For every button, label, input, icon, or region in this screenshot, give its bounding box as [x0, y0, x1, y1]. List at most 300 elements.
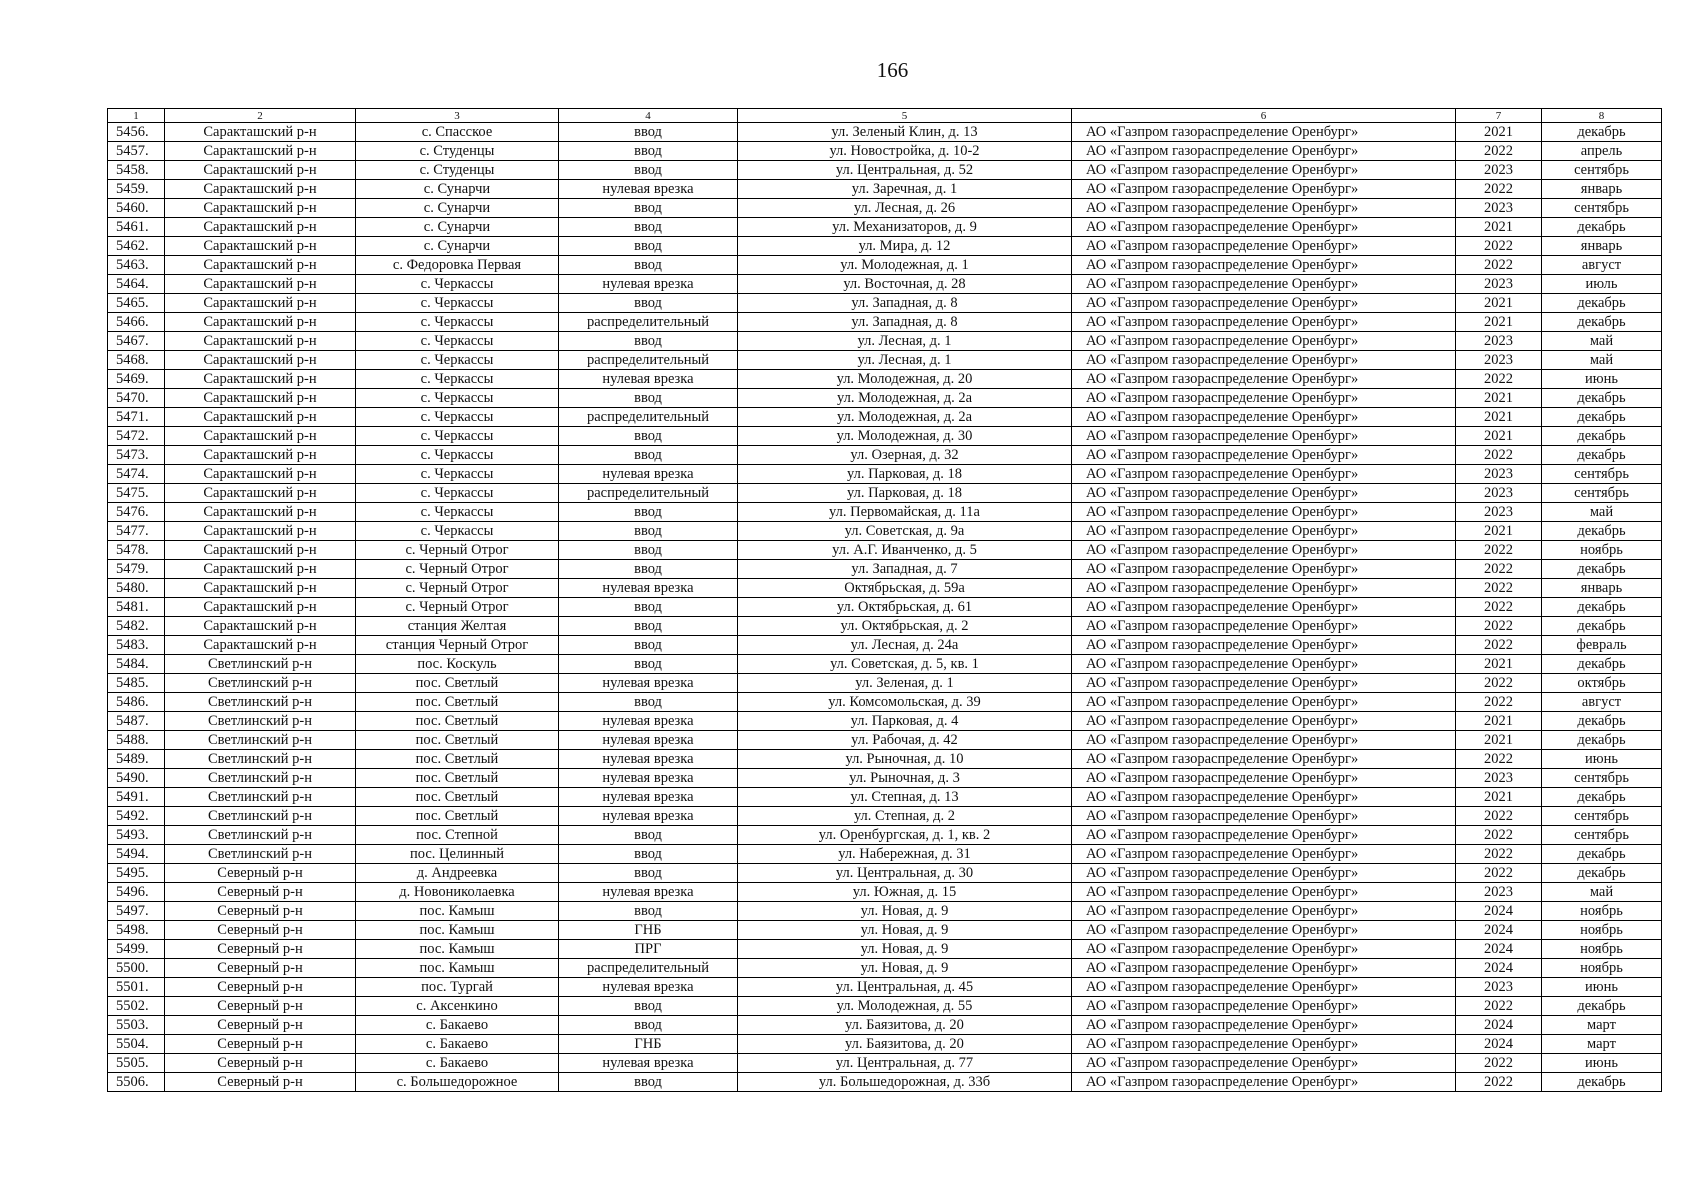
object-type-cell: нулевая врезка: [559, 769, 738, 788]
row-number-cell: 5501.: [108, 978, 165, 997]
address-cell: ул. Молодежная, д. 2а: [738, 389, 1072, 408]
object-type-cell: нулевая врезка: [559, 465, 738, 484]
year-cell: 2022: [1456, 826, 1542, 845]
operator-cell: АО «Газпром газораспределение Оренбург»: [1072, 788, 1456, 807]
object-type-cell: распределительный: [559, 959, 738, 978]
address-cell: Октябрьская, д. 59а: [738, 579, 1072, 598]
address-cell: ул. Западная, д. 8: [738, 313, 1072, 332]
address-cell: ул. Центральная, д. 45: [738, 978, 1072, 997]
operator-cell: АО «Газпром газораспределение Оренбург»: [1072, 750, 1456, 769]
settlement-cell: с. Бакаево: [356, 1054, 559, 1073]
year-cell: 2023: [1456, 503, 1542, 522]
month-cell: декабрь: [1542, 313, 1662, 332]
table-row: [108, 598, 1662, 617]
operator-cell: АО «Газпром газораспределение Оренбург»: [1072, 313, 1456, 332]
district-cell: Саракташский р-н: [165, 313, 356, 332]
table-row: [108, 902, 1662, 921]
year-cell: 2022: [1456, 1073, 1542, 1092]
operator-cell: АО «Газпром газораспределение Оренбург»: [1072, 693, 1456, 712]
row-number-cell: 5482.: [108, 617, 165, 636]
operator-cell: АО «Газпром газораспределение Оренбург»: [1072, 1054, 1456, 1073]
row-number-cell: 5477.: [108, 522, 165, 541]
settlement-cell: пос. Светлый: [356, 788, 559, 807]
table-row: [108, 256, 1662, 275]
operator-cell: АО «Газпром газораспределение Оренбург»: [1072, 921, 1456, 940]
month-cell: сентябрь: [1542, 199, 1662, 218]
settlement-cell: с. Бакаево: [356, 1035, 559, 1054]
address-cell: ул. Рыночная, д. 3: [738, 769, 1072, 788]
object-type-cell: ввод: [559, 655, 738, 674]
row-number-cell: 5480.: [108, 579, 165, 598]
operator-cell: АО «Газпром газораспределение Оренбург»: [1072, 636, 1456, 655]
year-cell: 2022: [1456, 636, 1542, 655]
object-type-cell: распределительный: [559, 484, 738, 503]
district-cell: Саракташский р-н: [165, 484, 356, 503]
operator-cell: АО «Газпром газораспределение Оренбург»: [1072, 617, 1456, 636]
table-row: [108, 199, 1662, 218]
year-cell: 2023: [1456, 978, 1542, 997]
object-type-cell: распределительный: [559, 313, 738, 332]
table-row: [108, 693, 1662, 712]
settlement-cell: с. Черкассы: [356, 294, 559, 313]
settlement-cell: с. Черкассы: [356, 389, 559, 408]
object-type-cell: ввод: [559, 237, 738, 256]
district-cell: Северный р-н: [165, 959, 356, 978]
district-cell: Саракташский р-н: [165, 541, 356, 560]
object-type-cell: ввод: [559, 1073, 738, 1092]
table-row: [108, 712, 1662, 731]
district-cell: Саракташский р-н: [165, 503, 356, 522]
address-cell: ул. Советская, д. 9а: [738, 522, 1072, 541]
row-number-cell: 5462.: [108, 237, 165, 256]
address-cell: ул. Первомайская, д. 11а: [738, 503, 1072, 522]
object-type-cell: ввод: [559, 636, 738, 655]
table-row: [108, 123, 1662, 142]
object-type-cell: ввод: [559, 142, 738, 161]
object-type-cell: ввод: [559, 1016, 738, 1035]
table-row: [108, 484, 1662, 503]
column-number: 3: [356, 109, 559, 123]
month-cell: июнь: [1542, 370, 1662, 389]
operator-cell: АО «Газпром газораспределение Оренбург»: [1072, 959, 1456, 978]
row-number-cell: 5483.: [108, 636, 165, 655]
year-cell: 2022: [1456, 446, 1542, 465]
year-cell: 2022: [1456, 807, 1542, 826]
row-number-cell: 5474.: [108, 465, 165, 484]
row-number-cell: 5506.: [108, 1073, 165, 1092]
settlement-cell: с. Студенцы: [356, 142, 559, 161]
month-cell: май: [1542, 332, 1662, 351]
column-number: 8: [1542, 109, 1662, 123]
address-cell: ул. Зеленая, д. 1: [738, 674, 1072, 693]
month-cell: июль: [1542, 275, 1662, 294]
year-cell: 2022: [1456, 579, 1542, 598]
operator-cell: АО «Газпром газораспределение Оренбург»: [1072, 655, 1456, 674]
district-cell: Светлинский р-н: [165, 674, 356, 693]
row-number-cell: 5488.: [108, 731, 165, 750]
operator-cell: АО «Газпром газораспределение Оренбург»: [1072, 294, 1456, 313]
settlement-cell: с. Черкассы: [356, 313, 559, 332]
object-type-cell: ввод: [559, 161, 738, 180]
settlement-cell: с. Черкассы: [356, 484, 559, 503]
row-number-cell: 5497.: [108, 902, 165, 921]
table-row: [108, 503, 1662, 522]
month-cell: декабрь: [1542, 408, 1662, 427]
month-cell: апрель: [1542, 142, 1662, 161]
month-cell: декабрь: [1542, 218, 1662, 237]
object-type-cell: нулевая врезка: [559, 674, 738, 693]
address-cell: ул. Новая, д. 9: [738, 921, 1072, 940]
year-cell: 2022: [1456, 750, 1542, 769]
row-number-cell: 5502.: [108, 997, 165, 1016]
operator-cell: АО «Газпром газораспределение Оренбург»: [1072, 123, 1456, 142]
gas-connection-table: [107, 108, 1662, 1092]
settlement-cell: пос. Тургай: [356, 978, 559, 997]
row-number-cell: 5481.: [108, 598, 165, 617]
district-cell: Светлинский р-н: [165, 807, 356, 826]
settlement-cell: пос. Степной: [356, 826, 559, 845]
row-number-cell: 5458.: [108, 161, 165, 180]
month-cell: сентябрь: [1542, 161, 1662, 180]
year-cell: 2023: [1456, 484, 1542, 503]
address-cell: ул. Баязитова, д. 20: [738, 1035, 1072, 1054]
year-cell: 2023: [1456, 199, 1542, 218]
column-number: 2: [165, 109, 356, 123]
object-type-cell: ГНБ: [559, 1035, 738, 1054]
settlement-cell: пос. Камыш: [356, 902, 559, 921]
object-type-cell: ПРГ: [559, 940, 738, 959]
month-cell: ноябрь: [1542, 541, 1662, 560]
operator-cell: АО «Газпром газораспределение Оренбург»: [1072, 997, 1456, 1016]
month-cell: март: [1542, 1035, 1662, 1054]
row-number-cell: 5504.: [108, 1035, 165, 1054]
row-number-cell: 5464.: [108, 275, 165, 294]
district-cell: Саракташский р-н: [165, 142, 356, 161]
year-cell: 2024: [1456, 1035, 1542, 1054]
address-cell: ул. Западная, д. 8: [738, 294, 1072, 313]
row-number-cell: 5468.: [108, 351, 165, 370]
month-cell: октябрь: [1542, 674, 1662, 693]
address-cell: ул. Центральная, д. 52: [738, 161, 1072, 180]
table-row: [108, 579, 1662, 598]
district-cell: Светлинский р-н: [165, 712, 356, 731]
month-cell: июнь: [1542, 750, 1662, 769]
object-type-cell: ГНБ: [559, 921, 738, 940]
row-number-cell: 5478.: [108, 541, 165, 560]
month-cell: сентябрь: [1542, 465, 1662, 484]
address-cell: ул. Степная, д. 13: [738, 788, 1072, 807]
district-cell: Саракташский р-н: [165, 237, 356, 256]
settlement-cell: с. Сунарчи: [356, 218, 559, 237]
object-type-cell: ввод: [559, 864, 738, 883]
column-number: 7: [1456, 109, 1542, 123]
object-type-cell: нулевая врезка: [559, 883, 738, 902]
district-cell: Саракташский р-н: [165, 256, 356, 275]
operator-cell: АО «Газпром газораспределение Оренбург»: [1072, 807, 1456, 826]
district-cell: Светлинский р-н: [165, 731, 356, 750]
row-number-cell: 5459.: [108, 180, 165, 199]
settlement-cell: пос. Камыш: [356, 940, 559, 959]
table-row: [108, 465, 1662, 484]
address-cell: ул. Центральная, д. 30: [738, 864, 1072, 883]
month-cell: декабрь: [1542, 446, 1662, 465]
month-cell: август: [1542, 693, 1662, 712]
row-number-cell: 5467.: [108, 332, 165, 351]
table-row: [108, 237, 1662, 256]
month-cell: декабрь: [1542, 655, 1662, 674]
row-number-cell: 5460.: [108, 199, 165, 218]
row-number-cell: 5495.: [108, 864, 165, 883]
table-row: [108, 997, 1662, 1016]
district-cell: Саракташский р-н: [165, 598, 356, 617]
year-cell: 2022: [1456, 142, 1542, 161]
district-cell: Светлинский р-н: [165, 750, 356, 769]
district-cell: Саракташский р-н: [165, 332, 356, 351]
settlement-cell: с. Черкассы: [356, 332, 559, 351]
row-number-cell: 5490.: [108, 769, 165, 788]
address-cell: ул. Молодежная, д. 1: [738, 256, 1072, 275]
settlement-cell: с. Черкассы: [356, 427, 559, 446]
table-body: [108, 123, 1662, 1092]
table-row: [108, 921, 1662, 940]
operator-cell: АО «Газпром газораспределение Оренбург»: [1072, 560, 1456, 579]
settlement-cell: пос. Светлый: [356, 731, 559, 750]
object-type-cell: нулевая врезка: [559, 180, 738, 199]
object-type-cell: ввод: [559, 902, 738, 921]
row-number-cell: 5472.: [108, 427, 165, 446]
year-cell: 2022: [1456, 617, 1542, 636]
month-cell: май: [1542, 351, 1662, 370]
row-number-cell: 5466.: [108, 313, 165, 332]
row-number-cell: 5500.: [108, 959, 165, 978]
operator-cell: АО «Газпром газораспределение Оренбург»: [1072, 826, 1456, 845]
operator-cell: АО «Газпром газораспределение Оренбург»: [1072, 218, 1456, 237]
operator-cell: АО «Газпром газораспределение Оренбург»: [1072, 484, 1456, 503]
address-cell: ул. Октябрьская, д. 61: [738, 598, 1072, 617]
row-number-cell: 5491.: [108, 788, 165, 807]
operator-cell: АО «Газпром газораспределение Оренбург»: [1072, 408, 1456, 427]
month-cell: ноябрь: [1542, 959, 1662, 978]
object-type-cell: ввод: [559, 427, 738, 446]
settlement-cell: с. Большедорожное: [356, 1073, 559, 1092]
object-type-cell: нулевая врезка: [559, 712, 738, 731]
operator-cell: АО «Газпром газораспределение Оренбург»: [1072, 598, 1456, 617]
address-cell: ул. Лесная, д. 1: [738, 351, 1072, 370]
address-cell: ул. Молодежная, д. 55: [738, 997, 1072, 1016]
settlement-cell: пос. Коскуль: [356, 655, 559, 674]
month-cell: декабрь: [1542, 560, 1662, 579]
district-cell: Саракташский р-н: [165, 294, 356, 313]
settlement-cell: с. Студенцы: [356, 161, 559, 180]
object-type-cell: нулевая врезка: [559, 807, 738, 826]
year-cell: 2022: [1456, 180, 1542, 199]
district-cell: Светлинский р-н: [165, 693, 356, 712]
object-type-cell: нулевая врезка: [559, 275, 738, 294]
row-number-cell: 5484.: [108, 655, 165, 674]
district-cell: Саракташский р-н: [165, 408, 356, 427]
settlement-cell: пос. Светлый: [356, 674, 559, 693]
month-cell: август: [1542, 256, 1662, 275]
settlement-cell: пос. Целинный: [356, 845, 559, 864]
table-row: [108, 275, 1662, 294]
table-row: [108, 959, 1662, 978]
address-cell: ул. Парковая, д. 18: [738, 484, 1072, 503]
operator-cell: АО «Газпром газораспределение Оренбург»: [1072, 883, 1456, 902]
table-row: [108, 750, 1662, 769]
month-cell: июнь: [1542, 978, 1662, 997]
district-cell: Северный р-н: [165, 902, 356, 921]
district-cell: Северный р-н: [165, 1054, 356, 1073]
year-cell: 2023: [1456, 465, 1542, 484]
row-number-cell: 5496.: [108, 883, 165, 902]
object-type-cell: нулевая врезка: [559, 370, 738, 389]
district-cell: Саракташский р-н: [165, 351, 356, 370]
district-cell: Саракташский р-н: [165, 161, 356, 180]
address-cell: ул. А.Г. Иванченко, д. 5: [738, 541, 1072, 560]
district-cell: Северный р-н: [165, 1073, 356, 1092]
object-type-cell: ввод: [559, 389, 738, 408]
address-cell: ул. Рабочая, д. 42: [738, 731, 1072, 750]
settlement-cell: с. Спасское: [356, 123, 559, 142]
table-row: [108, 351, 1662, 370]
table-row: [108, 769, 1662, 788]
month-cell: январь: [1542, 180, 1662, 199]
address-cell: ул. Заречная, д. 1: [738, 180, 1072, 199]
operator-cell: АО «Газпром газораспределение Оренбург»: [1072, 712, 1456, 731]
table-row: [108, 161, 1662, 180]
row-number-cell: 5457.: [108, 142, 165, 161]
object-type-cell: ввод: [559, 218, 738, 237]
table-row: [108, 427, 1662, 446]
month-cell: декабрь: [1542, 845, 1662, 864]
district-cell: Саракташский р-н: [165, 275, 356, 294]
object-type-cell: ввод: [559, 598, 738, 617]
year-cell: 2023: [1456, 769, 1542, 788]
district-cell: Светлинский р-н: [165, 788, 356, 807]
address-cell: ул. Мира, д. 12: [738, 237, 1072, 256]
row-number-cell: 5470.: [108, 389, 165, 408]
address-cell: ул. Степная, д. 2: [738, 807, 1072, 826]
operator-cell: АО «Газпром газораспределение Оренбург»: [1072, 180, 1456, 199]
month-cell: сентябрь: [1542, 769, 1662, 788]
year-cell: 2021: [1456, 522, 1542, 541]
object-type-cell: ввод: [559, 199, 738, 218]
object-type-cell: ввод: [559, 693, 738, 712]
object-type-cell: нулевая врезка: [559, 788, 738, 807]
address-cell: ул. Лесная, д. 24а: [738, 636, 1072, 655]
district-cell: Саракташский р-н: [165, 427, 356, 446]
district-cell: Саракташский р-н: [165, 560, 356, 579]
object-type-cell: нулевая врезка: [559, 978, 738, 997]
district-cell: Северный р-н: [165, 883, 356, 902]
address-cell: ул. Большедорожная, д. 33б: [738, 1073, 1072, 1092]
month-cell: декабрь: [1542, 712, 1662, 731]
object-type-cell: ввод: [559, 617, 738, 636]
row-number-cell: 5461.: [108, 218, 165, 237]
object-type-cell: распределительный: [559, 351, 738, 370]
object-type-cell: ввод: [559, 503, 738, 522]
address-cell: ул. Рыночная, д. 10: [738, 750, 1072, 769]
address-cell: ул. Октябрьская, д. 2: [738, 617, 1072, 636]
operator-cell: АО «Газпром газораспределение Оренбург»: [1072, 902, 1456, 921]
table-row: [108, 294, 1662, 313]
year-cell: 2022: [1456, 541, 1542, 560]
operator-cell: АО «Газпром газораспределение Оренбург»: [1072, 864, 1456, 883]
year-cell: 2023: [1456, 161, 1542, 180]
object-type-cell: нулевая врезка: [559, 1054, 738, 1073]
district-cell: Саракташский р-н: [165, 446, 356, 465]
object-type-cell: распределительный: [559, 408, 738, 427]
district-cell: Саракташский р-н: [165, 579, 356, 598]
table-row: [108, 180, 1662, 199]
month-cell: декабрь: [1542, 294, 1662, 313]
operator-cell: АО «Газпром газораспределение Оренбург»: [1072, 731, 1456, 750]
year-cell: 2022: [1456, 237, 1542, 256]
year-cell: 2022: [1456, 693, 1542, 712]
table-row: [108, 218, 1662, 237]
settlement-cell: пос. Камыш: [356, 921, 559, 940]
object-type-cell: ввод: [559, 845, 738, 864]
address-cell: ул. Центральная, д. 77: [738, 1054, 1072, 1073]
district-cell: Светлинский р-н: [165, 655, 356, 674]
month-cell: февраль: [1542, 636, 1662, 655]
object-type-cell: ввод: [559, 123, 738, 142]
operator-cell: АО «Газпром газораспределение Оренбург»: [1072, 351, 1456, 370]
object-type-cell: ввод: [559, 294, 738, 313]
district-cell: Саракташский р-н: [165, 180, 356, 199]
column-number: 1: [108, 109, 165, 123]
operator-cell: АО «Газпром газораспределение Оренбург»: [1072, 1035, 1456, 1054]
address-cell: ул. Молодежная, д. 2а: [738, 408, 1072, 427]
settlement-cell: с. Федоровка Первая: [356, 256, 559, 275]
operator-cell: АО «Газпром газораспределение Оренбург»: [1072, 427, 1456, 446]
address-cell: ул. Парковая, д. 4: [738, 712, 1072, 731]
district-cell: Саракташский р-н: [165, 218, 356, 237]
year-cell: 2021: [1456, 389, 1542, 408]
operator-cell: АО «Газпром газораспределение Оренбург»: [1072, 845, 1456, 864]
row-number-cell: 5494.: [108, 845, 165, 864]
object-type-cell: ввод: [559, 256, 738, 275]
operator-cell: АО «Газпром газораспределение Оренбург»: [1072, 256, 1456, 275]
address-cell: ул. Западная, д. 7: [738, 560, 1072, 579]
table-row: [108, 560, 1662, 579]
operator-cell: АО «Газпром газораспределение Оренбург»: [1072, 332, 1456, 351]
row-number-cell: 5473.: [108, 446, 165, 465]
operator-cell: АО «Газпром газораспределение Оренбург»: [1072, 940, 1456, 959]
settlement-cell: пос. Светлый: [356, 750, 559, 769]
operator-cell: АО «Газпром газораспределение Оренбург»: [1072, 503, 1456, 522]
district-cell: Северный р-н: [165, 940, 356, 959]
settlement-cell: с. Черкассы: [356, 370, 559, 389]
year-cell: 2024: [1456, 959, 1542, 978]
year-cell: 2022: [1456, 370, 1542, 389]
row-number-cell: 5476.: [108, 503, 165, 522]
address-cell: ул. Механизаторов, д. 9: [738, 218, 1072, 237]
district-cell: Северный р-н: [165, 921, 356, 940]
month-cell: май: [1542, 503, 1662, 522]
table-row: [108, 978, 1662, 997]
table-row: [108, 807, 1662, 826]
settlement-cell: с. Сунарчи: [356, 180, 559, 199]
district-cell: Северный р-н: [165, 1016, 356, 1035]
operator-cell: АО «Газпром газораспределение Оренбург»: [1072, 1073, 1456, 1092]
table-row: [108, 1054, 1662, 1073]
district-cell: Северный р-н: [165, 864, 356, 883]
settlement-cell: с. Черкассы: [356, 408, 559, 427]
row-number-cell: 5492.: [108, 807, 165, 826]
year-cell: 2021: [1456, 408, 1542, 427]
operator-cell: АО «Газпром газораспределение Оренбург»: [1072, 769, 1456, 788]
